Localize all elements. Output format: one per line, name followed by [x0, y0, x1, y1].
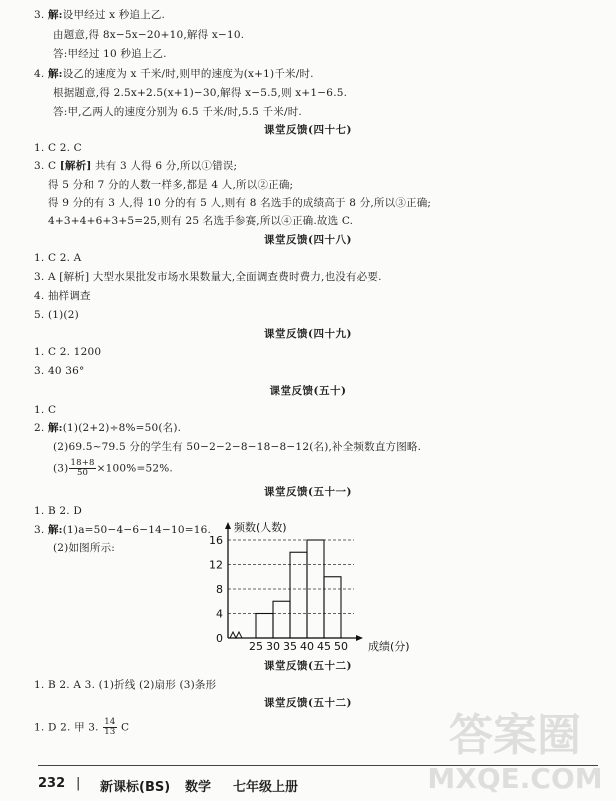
book-subject: 数学 — [185, 780, 212, 795]
frequency-histogram — [198, 520, 428, 652]
answer-line: 答:甲,乙两人的速度分别为 6.5 千米/时,5.5 千米/时. — [53, 106, 302, 118]
answer-line: 答:甲经过 10 秒追上乙. — [53, 48, 167, 60]
histogram-bar — [324, 577, 341, 638]
section-heading: 课堂反馈(四十七) — [264, 124, 352, 136]
answer-line: 3. A [解析] 大型水果批发市场水果数量大,全面调查费时费力,也没有必要. — [34, 271, 382, 283]
x-tick-label: 30 — [266, 640, 280, 652]
section-heading: 课堂反馈(四十八) — [264, 234, 352, 246]
fraction: $\frac{18+8}{50}$ — [70, 458, 95, 478]
answer-line: 3. C [解析] 共有 3 人得 6 分,所以①错误; — [34, 160, 238, 172]
answer-line: 1. C 2. A — [34, 252, 82, 264]
y-tick-label: 0 — [216, 632, 223, 645]
histogram-bar — [290, 552, 307, 638]
footer-separator: | — [76, 776, 81, 791]
x-axis-label: 成绩(分) — [368, 640, 410, 652]
answer-line: (2)69.5~79.5 分的学生有 50−2−2−8−18−8−12(名),补全频数直方图略. — [53, 441, 422, 453]
answer-line: (3) $\frac{18+8}{50}$ ×100%=52%. — [53, 458, 173, 478]
fraction: $\frac{14}{13}$ — [104, 717, 116, 737]
page-number: 232 — [38, 776, 66, 791]
x-axis-arrow — [356, 635, 363, 641]
answer-line: 1. B 2. A 3. (1)折线 (2)扇形 (3)条形 — [34, 679, 217, 691]
y-axis-arrow — [225, 522, 231, 529]
answer-line: (2)如图所示: — [53, 542, 116, 554]
x-tick-label: 35 — [283, 640, 297, 652]
section-heading: 课堂反馈(五十二) — [264, 660, 352, 672]
answer-line: 得 5 分和 7 分的人数一样多,都是 4 人,所以②正确; — [48, 179, 294, 191]
book-grade: 七年级上册 — [233, 780, 299, 795]
watermark-text: 答案圈 — [449, 710, 581, 761]
watermark-url: MXQE.COM — [427, 762, 603, 795]
footer-divider — [38, 765, 598, 766]
answer-line: 4. 抽样调查 — [34, 290, 91, 302]
y-tick-label: 16 — [209, 534, 223, 547]
answer-line: 1. C — [34, 404, 57, 416]
x-tick-label: 40 — [300, 640, 314, 652]
answer-line: 根据题意,得 2.5x+2.5(x+1)−30,解得 x−5.5,则 x+1−6.5. — [53, 87, 348, 99]
answer-line: 3. 解:(1)a=50−4−6−14−10=16. — [34, 524, 212, 536]
section-heading: 课堂反馈(四十九) — [264, 328, 352, 340]
section-heading: 课堂反馈(五十二) — [264, 697, 352, 709]
answer-line: 3. 40 36° — [34, 365, 85, 377]
answer-line: 3. 解:设甲经过 x 秒追上乙. — [34, 9, 166, 21]
answer-line: 4+3+4+6+3+5=25,则有 25 名选手参赛,所以④正确.故选 C. — [48, 215, 354, 227]
section-heading: 课堂反馈(五十) — [269, 385, 347, 397]
answer-line: 1. D 2. 甲 3. $\frac{14}{13}$ C — [34, 717, 130, 737]
x-tick-label: 25 — [249, 640, 263, 652]
answer-line: 1. C 2. 1200 — [34, 346, 102, 358]
x-tick-label: 50 — [334, 640, 348, 652]
answer-line: 由题意,得 8x−5x−20+10,解得 x−10. — [53, 29, 245, 41]
answer-line: 得 9 分的有 3 人,得 10 分的有 5 人,则有 8 名选手的成绩高于 8 分,所以③正确; — [48, 197, 432, 209]
watermark-logo — [420, 700, 610, 796]
section-heading: 课堂反馈(五十一) — [264, 486, 352, 498]
y-tick-label: 12 — [209, 558, 223, 572]
answer-line: 1. B 2. D — [34, 505, 82, 517]
answer-line: 2. 解:(1)(2+2)÷8%=50(名). — [34, 422, 182, 434]
axis-break-mark — [230, 632, 242, 638]
y-tick-label: 4 — [216, 607, 223, 621]
answer-line: 5. (1)(2) — [34, 309, 79, 321]
histogram-bar — [256, 614, 273, 639]
histogram-bar — [273, 601, 290, 638]
y-tick-label: 8 — [216, 583, 223, 596]
answer-line: 4. 解:设乙的速度为 x 千米/时,则甲的速度为(x+1)千米/时. — [34, 68, 314, 80]
x-tick-label: 45 — [317, 640, 331, 652]
answer-line: 1. C 2. C — [34, 142, 82, 154]
book-title: 新课标(BS) — [100, 780, 171, 795]
y-axis-label: 频数(人数) — [234, 521, 287, 534]
